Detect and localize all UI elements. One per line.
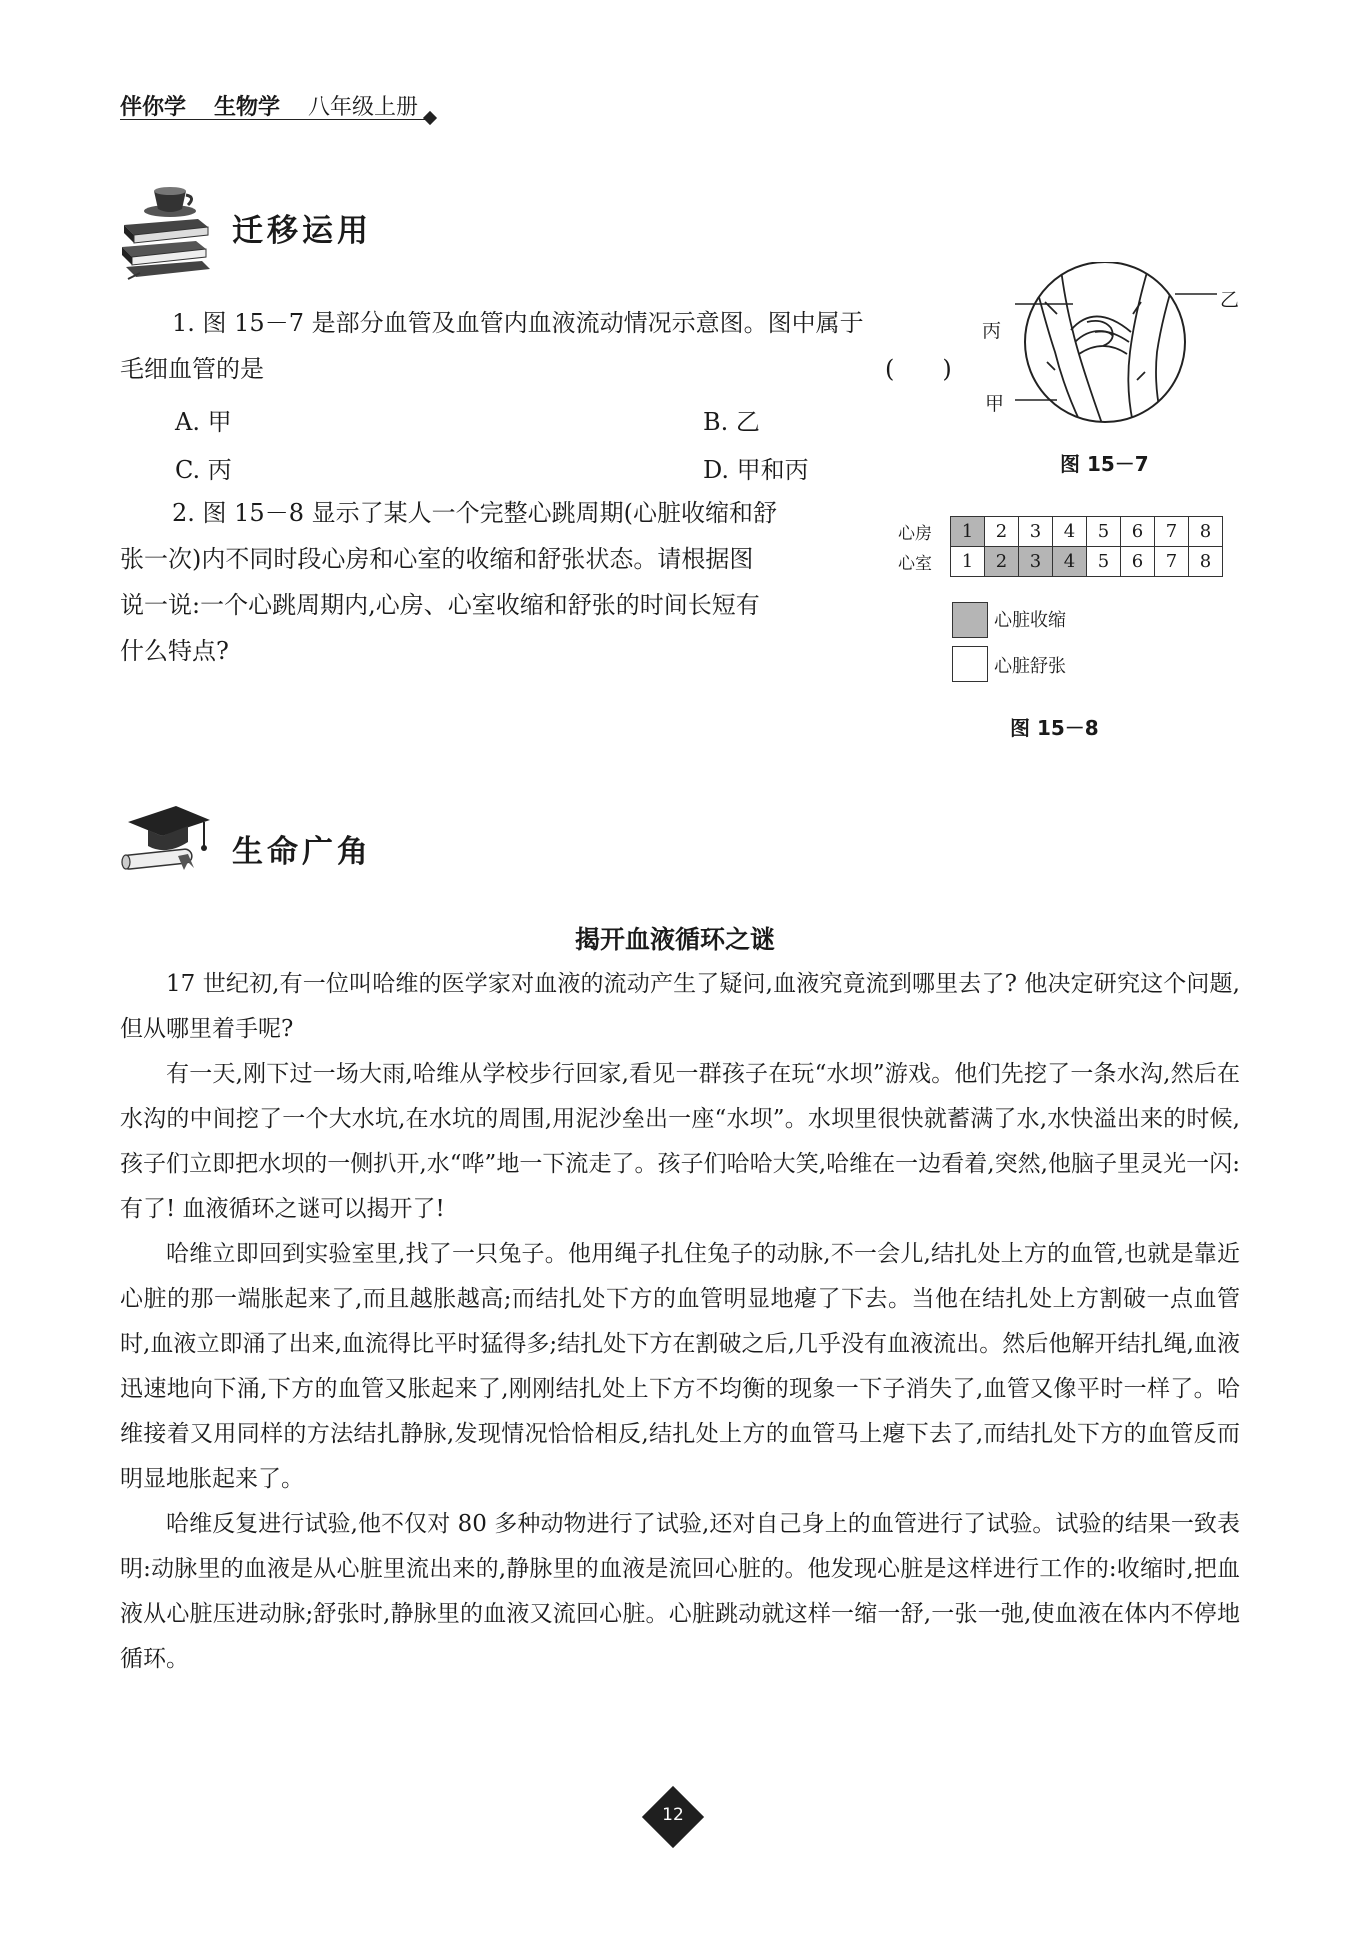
running-header — [120, 90, 418, 121]
ventricle-segment: 1 — [951, 547, 985, 577]
ventricle-segment: 5 — [1087, 547, 1121, 577]
atrium-segment: 4 — [1053, 517, 1087, 547]
question2-line2: 张一次)内不同时段心房和心室的收缩和舒张状态。请根据图 — [120, 545, 754, 573]
atrium-row — [898, 517, 1223, 547]
question1-option-d: D. 甲和丙 — [703, 456, 809, 484]
figure-15-8-caption: 图 15－8 — [1010, 716, 1099, 740]
header-rule — [120, 119, 430, 120]
question1-line2: 毛细血管的是 — [120, 355, 264, 383]
figure-15-7-caption: 图 15－7 — [1060, 452, 1149, 476]
atrium-segment: 6 — [1121, 517, 1155, 547]
coffee-cup-on-books-icon — [118, 183, 213, 283]
header-subject: 生物学 — [214, 95, 281, 120]
page-number: 12 — [662, 1805, 684, 1825]
atrium-row-label: 心房 — [898, 524, 932, 544]
article-paragraph: 有一天,刚下过一场大雨,哈维从学校步行回家,看见一群孩子在玩“水坝”游戏。他们先挖了一条水沟,然后在水沟的中间挖了一个大水坑,在水坑的周围,用泥沙垒出一座“水坝”。水坝里很快就蓄满了水,水快溢出来的时候,孩子们立即把水坝的一侧扒开,水“哗”地一下流走了。孩子们哈哈大笑,哈维在一边看着,突然,他脑子里灵光一闪:有了! 血液循环之谜可以揭开了! — [120, 1061, 1240, 1222]
atrium-segment: 7 — [1155, 517, 1189, 547]
atrium-segment: 8 — [1189, 517, 1223, 547]
section-title-life: 生命广角 — [232, 834, 372, 870]
figure-15-7-label-yi: 乙 — [1220, 289, 1240, 311]
header-grade: 八年级上册 — [308, 95, 419, 120]
question1-line1: 1. 图 15－7 是部分血管及血管内血液流动情况示意图。图中属于 — [172, 309, 864, 337]
question2-line4: 什么特点? — [120, 637, 229, 665]
header-series: 伴你学 — [120, 95, 187, 120]
legend-contract-swatch — [952, 602, 988, 638]
question2-line3: 说一说:一个心跳周期内,心房、心室收缩和舒张的时间长短有 — [120, 591, 760, 619]
article-paragraph: 17 世纪初,有一位叫哈维的医学家对血液的流动产生了疑问,血液究竟流到哪里去了? 他决定研究这个问题,但从哪里着手呢? — [120, 971, 1240, 1042]
question1-option-b: B. 乙 — [703, 408, 760, 436]
question2-line1: 2. 图 15－8 显示了某人一个完整心跳周期(心脏收缩和舒 — [172, 499, 777, 527]
legend-contract-label: 心脏收缩 — [994, 610, 1066, 631]
legend-relax-label: 心脏舒张 — [994, 656, 1066, 677]
question1-option-a: A. 甲 — [175, 408, 232, 436]
figure-15-7-label-bing: 丙 — [982, 320, 1002, 342]
legend-relax-swatch — [952, 646, 988, 682]
article-title: 揭开血液循环之谜 — [574, 925, 775, 954]
atrium-segment: 2 — [985, 517, 1019, 547]
section-title-transfer: 迁移运用 — [232, 213, 372, 249]
article-paragraph: 哈维立即回到实验室里,找了一只兔子。他用绳子扎住兔子的动脉,不一会儿,结扎处上方的血管,也就是靠近心脏的那一端胀起来了,而且越胀越高;而结扎处下方的血管明显地瘪了下去。当他在结扎处上方割破一点血管时,血液立即涌了出来,血流得比平时猛得多;结扎处下方在割破之后,几乎没有血液流出。然后他解开结扎绳,血液迅速地向下涌,下方的血管又胀起来了,刚刚结扎处上下方不均衡的现象一下子消失了,血管又像平时一样了。哈维接着又用同样的方法结扎静脉,发现情况恰恰相反,结扎处上方的血管马上瘪下去了,而结扎处下方的血管反而明显地胀起来了。 — [120, 1241, 1240, 1492]
ventricle-row — [898, 547, 1223, 577]
atrium-segment: 5 — [1087, 517, 1121, 547]
article-body — [120, 962, 1240, 1682]
figure-15-7-label-jia: 甲 — [985, 393, 1005, 415]
ventricle-segment: 7 — [1155, 547, 1189, 577]
blood-vessel-diagram — [985, 262, 1245, 432]
atrium-segment: 3 — [1019, 517, 1053, 547]
question1-answer-blank: ( ) — [885, 355, 952, 383]
atrium-segment: 1 — [951, 517, 985, 547]
graduation-cap-diploma-icon — [118, 802, 213, 872]
article-paragraph: 哈维反复进行试验,他不仅对 80 多种动物进行了试验,还对自己身上的血管进行了试验。试验的结果一致表明:动脉里的血液是从心脏里流出来的,静脉里的血液是流回心脏的。他发现心脏是这样进行工作的:收缩时,把血液从心脏压进动脉;舒张时,静脉里的血液又流回心脏。心脏跳动就这样一缩一舒,一张一弛,使血液在体内不停地循环。 — [120, 1511, 1240, 1672]
ventricle-segment: 3 — [1019, 547, 1053, 577]
heart-cycle-table — [898, 516, 1223, 577]
ventricle-segment: 6 — [1121, 547, 1155, 577]
ventricle-segment: 4 — [1053, 547, 1087, 577]
ventricle-segment: 8 — [1189, 547, 1223, 577]
ventricle-row-label: 心室 — [898, 554, 932, 574]
ventricle-segment: 2 — [985, 547, 1019, 577]
header-diamond-icon — [423, 111, 437, 125]
question1-option-c: C. 丙 — [175, 456, 232, 484]
